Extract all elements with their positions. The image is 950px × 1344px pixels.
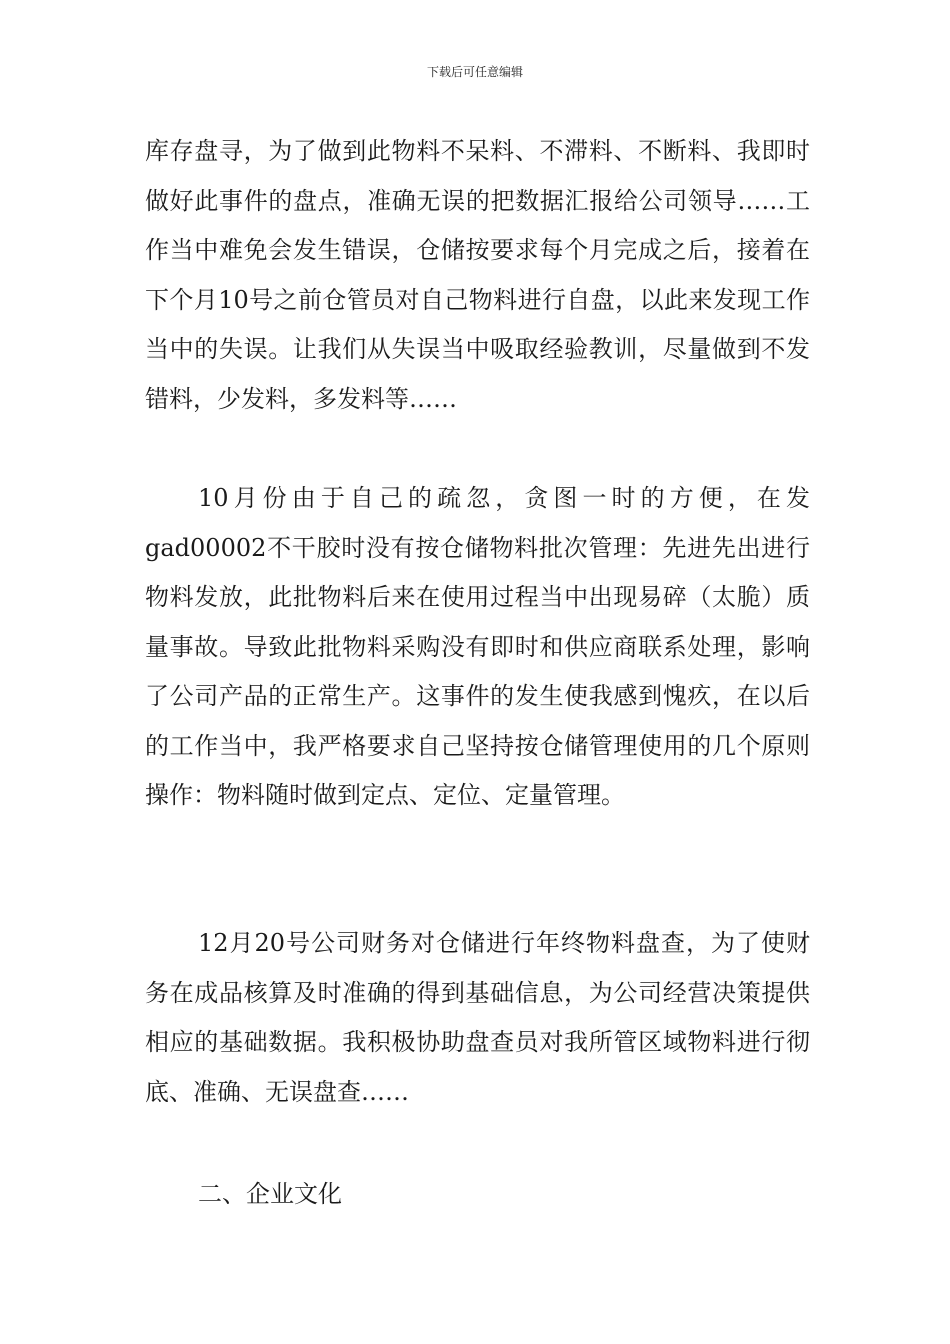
body-paragraph: 10月份由于自己的疏忽，贪图一时的方便，在发gad00002不干胶时没有按仓储物料批次管理：先进先出进行物料发放，此批物料后来在使用过程当中出现易碎（太脆）质量事故。导致此批物料采购没有即时和供应商联系处理，影响了公司产品的正常生产。这事件的发生使我感到愧疚，在以后的工作当中，我严格要求自己坚持按仓储管理使用的几个原则操作：物料随时做到定点、定位、定量管理。 xyxy=(145,484,810,809)
section-heading: 二、企业文化 xyxy=(198,1180,342,1208)
body-paragraph: 12月20号公司财务对仓储进行年终物料盘查，为了使财务在成品核算及时准确的得到基础信息，为公司经营决策提供相应的基础数据。我积极协助盘查员对我所管区域物料进行彻底、准确、无误盘查…… xyxy=(145,929,810,1106)
body-paragraph: 库存盘寻，为了做到此物料不呆料、不滞料、不断料、我即时做好此事件的盘点，准确无误的把数据汇报给公司领导……工作当中难免会发生错误，仓储按要求每个月完成之后，接着在下个月10号之前仓管员对自己物料进行自盘，以此来发现工作当中的失误。让我们从失误当中吸取经验教训，尽量做到不发错料，少发料，多发料等…… xyxy=(145,137,810,413)
page-header: 下载后可任意编辑 xyxy=(426,65,523,79)
